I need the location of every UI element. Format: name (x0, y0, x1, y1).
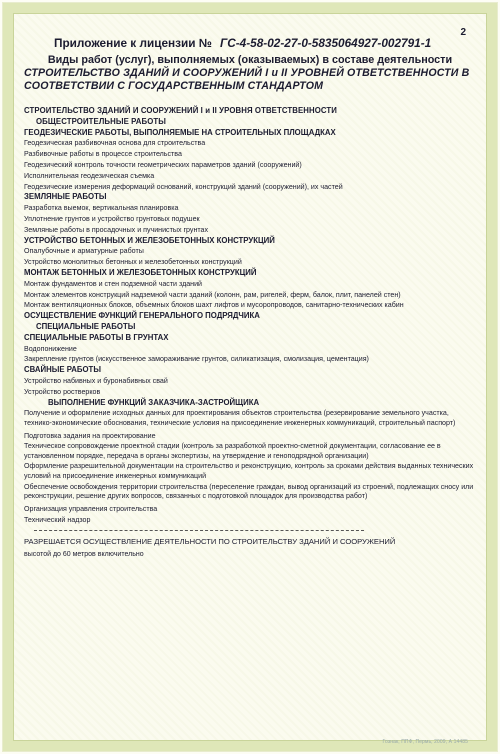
work-item: Исполнительная геодезическая съемка (24, 171, 155, 180)
scope-line: СТРОИТЕЛЬСТВО ЗДАНИЙ И СООРУЖЕНИЙ I и II УРОВНЕЙ ОТВЕТСТВЕННОСТИ В (24, 67, 470, 79)
work-item: Закрепление грунтов (искусственное замораживание грунтов, силикатизация, смолизация, цементация) (24, 355, 369, 364)
section-heading: ОСУЩЕСТВЛЕНИЕ ФУНКЦИЙ ГЕНЕРАЛЬНОГО ПОДРЯДЧИКА (24, 311, 260, 321)
work-item: Получение и оформление исходных данных для проектирования объектов строительства (резервирование земельного участка, технико-экономические обоснования, технические условия на присоединение инженерных коммуникаций, строительный паспорт) (24, 409, 456, 427)
work-item: Устройство монолитных бетонных и железобетонных конструкций (24, 258, 242, 267)
works-list (24, 106, 476, 525)
section-heading: СПЕЦИАЛЬНЫЕ РАБОТЫ В ГРУНТАХ (24, 332, 169, 342)
work-item: Монтаж вентиляционных блоков, объемных блоков шахт лифтов и мусоропроводов, санитарно-технических кабин (24, 301, 404, 310)
section-heading: СТРОИТЕЛЬСТВО ЗДАНИЙ И СООРУЖЕНИЙ I и II УРОВНЯ ОТВЕТСТВЕННОСТИ (24, 106, 338, 115)
section-heading: СПЕЦИАЛЬНЫЕ РАБОТЫ (36, 321, 136, 331)
section-heading: ЗЕМЛЯНЫЕ РАБОТЫ (24, 192, 107, 202)
license-number: ГС-4-58-02-27-0-5835064927-002791-1 (219, 36, 432, 50)
work-item: Разбивочные работы в процессе строительства (24, 150, 182, 159)
separator-line (34, 530, 364, 531)
work-item: Подготовка задания на проектирование (24, 431, 156, 440)
work-item: Оформление разрешительной документации на строительство и реконструкцию, контроль за сроками действия выданных технических условий на присоединение инженерных коммуникаций (24, 462, 474, 481)
work-item: Техническое сопровождение проектной стадии (контроль за разработкой проектно-сметной документации, согласование ее в установленном порядке, передача в органы экспертизы, на утверждение и геноподрядной организации) (24, 442, 441, 460)
work-item: Геодезическая разбивочная основа для строительства (24, 139, 206, 148)
work-item: Опалубочные и арматурные работы (24, 247, 144, 256)
work-item: Земляные работы в просадочных и пучинистых грунтах (24, 225, 209, 234)
work-item: Организация управления строительства (24, 504, 158, 513)
section-heading: ОБЩЕСТРОИТЕЛЬНЫЕ РАБОТЫ (36, 116, 166, 126)
work-item: Монтаж элементов конструкций надземной части зданий (колонн, рам, ригелей, ферм, балок, плит, панелей стен) (24, 290, 401, 299)
section-heading: ГЕОДЕЗИЧЕСКИЕ РАБОТЫ, ВЫПОЛНЯЕМЫЕ НА СТРОИТЕЛЬНЫХ ПЛОЩАДКАХ (24, 127, 336, 137)
work-item: Геодезические измерения деформаций оснований, конструкций зданий (сооружений), их частей (24, 182, 343, 191)
permission-text: РАЗРЕШАЕТСЯ ОСУЩЕСТВЛЕНИЕ ДЕЯТЕЛЬНОСТИ ПО СТРОИТЕЛЬСТВУ ЗДАНИЙ И СООРУЖЕНИЙ (24, 537, 396, 547)
activity-scope (24, 67, 476, 92)
work-item: Устройство набивных и буронабивных свай (24, 376, 168, 385)
work-item: Уплотнение грунтов и устройство грунтовых подушек (24, 214, 200, 223)
printer-imprint: Гознак, ППФ, Пермь, 2009, А 14485 (382, 739, 468, 745)
work-item: Разработка выемок, вертикальная планировка (24, 204, 179, 213)
work-item: Технический надзор (24, 515, 91, 524)
work-item: Монтаж фундаментов и стен подземной части зданий (24, 279, 203, 288)
permission-block (24, 537, 476, 560)
license-heading (54, 36, 476, 50)
document-content (24, 36, 476, 560)
work-item: Водопонижение (24, 344, 77, 353)
section-heading: УСТРОЙСТВО БЕТОННЫХ И ЖЕЛЕЗОБЕТОННЫХ КОНСТРУКЦИЙ (24, 235, 275, 245)
permission-height-limit: высотой до 60 метров включительно (24, 551, 144, 559)
section-heading: СВАЙНЫЕ РАБОТЫ (24, 365, 101, 375)
license-title: Приложение к лицензии № (54, 36, 212, 50)
document-subtitle: Виды работ (услуг), выполняемых (оказываемых) в составе деятельности (47, 54, 453, 66)
scope-line: СООТВЕТСТВИИ С ГОСУДАРСТВЕННЫМ СТАНДАРТОМ (24, 79, 324, 92)
section-heading: МОНТАЖ БЕТОННЫХ И ЖЕЛЕЗОБЕТОННЫХ КОНСТРУКЦИЙ (24, 267, 257, 277)
work-item: Обеспечение освобождения территории строительства (переселение граждан, вывод организаций из строений, подлежащих сносу или реконструкции, решение других вопросов, связанных с подготовкой площадок для производства работ) (24, 482, 474, 501)
page-number: 2 (460, 27, 466, 38)
work-item: Устройство ростверков (24, 387, 101, 396)
work-item: Геодезический контроль точности геометрических параметров зданий (сооружений) (24, 160, 302, 169)
section-heading: ВЫПОЛНЕНИЕ ФУНКЦИЙ ЗАКАЗЧИКА-ЗАСТРОЙЩИКА (48, 397, 260, 407)
